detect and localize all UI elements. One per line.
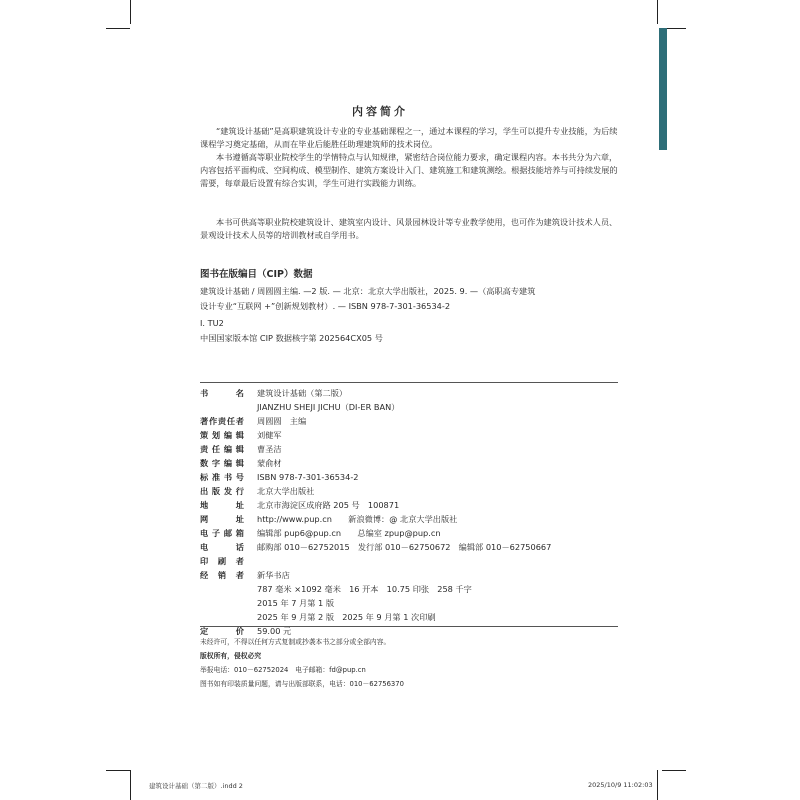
row-label: 数字编辑 [200, 458, 244, 468]
row-value: 787 毫米 ×1092 毫米 16 开本 10.75 印张 258 千字 [257, 584, 472, 594]
divider [200, 382, 618, 383]
crop-mark [130, 0, 131, 24]
row-value: 邮购部 010－62752015 发行部 010－62750672 编辑部 010－62750667 [257, 542, 552, 552]
crop-mark [657, 770, 658, 800]
cip-line: 设计专业“互联网 +”创新规划教材）. — ISBN 978-7-301-36534-2 [200, 301, 451, 311]
row-value: 刘健军 [257, 430, 282, 440]
footer-file: 建筑设计基础（第二版）.indd 2 [149, 782, 243, 790]
row-label: 经销者 [200, 570, 244, 580]
row-label: 著作责任者 [200, 416, 244, 426]
row-label: 网址 [200, 514, 244, 524]
row-value: 蒙俞材 [257, 458, 282, 468]
notice-line: 未经许可，不得以任何方式复制或抄袭本书之部分或全部内容。 [200, 638, 391, 646]
cip-heading: 图书在版编目（CIP）数据 [200, 269, 313, 280]
intro-paragraph: 本书遵循高等职业院校学生的学情特点与认知规律，紧密结合岗位能力要求，确定课程内容。本书共分为六章，内容包括平面构成、空间构成、模型制作、建筑方案设计入门、建筑施工和建筑测绘。根据技能培养与可持续发展的需要，每章最后设置有综合实训，学生可进行实践能力训练。 [200, 152, 618, 188]
row-value: JIANZHU SHEJI JICHU（DI-ER BAN） [257, 402, 400, 412]
notice-line: 图书如有印装质量问题，请与出版部联系，电话：010－62756370 [200, 680, 404, 688]
row-value: 2015 年 7 月第 1 版 [257, 598, 335, 608]
crop-mark [106, 28, 130, 29]
row-label: 策划编辑 [200, 430, 244, 440]
row-label: 书名 [200, 388, 244, 398]
notice-line: 版权所有，侵权必究 [200, 652, 262, 660]
row-label: 电话 [200, 542, 244, 552]
row-value: 2025 年 9 月第 2 版 2025 年 9 月第 1 次印刷 [257, 612, 436, 622]
row-label: 责任编辑 [200, 444, 244, 454]
intro-paragraph: “建筑设计基础”是高职建筑设计专业的专业基础课程之一，通过本课程的学习，学生可以提升专业技能，为后续课程学习奠定基础，从而在毕业后能胜任助理建筑师的技术岗位。 [200, 126, 618, 149]
crop-mark [106, 770, 130, 771]
cip-record: 中国国家版本馆 CIP 数据核字第 202564CX05 号 [200, 333, 383, 343]
row-value: 北京市海淀区成府路 205 号 100871 [257, 500, 400, 510]
row-label: 定价 [200, 626, 244, 636]
cip-line: 建筑设计基础 / 周圆圆主编. —2 版. — 北京：北京大学出版社，2025. 9. —（高职高专建筑 [200, 286, 536, 296]
row-value: 曹圣洁 [257, 444, 282, 454]
cip-classification: Ⅰ. TU2 [200, 318, 224, 328]
notice-line: 举报电话：010－62752024 电子邮箱：fd@pup.cn [200, 666, 366, 674]
row-label: 出版发行 [200, 486, 244, 496]
row-value: 周圆圆 主编 [257, 416, 307, 426]
crop-mark [662, 770, 686, 771]
edge-tab [659, 28, 667, 150]
row-value: 北京大学出版社 [257, 486, 315, 496]
row-value: 编辑部 pup6@pup.cn 总编室 zpup@pup.cn [257, 528, 441, 538]
intro-paragraph: 本书可供高等职业院校建筑设计、建筑室内设计、风景园林设计等专业教学使用，也可作为建筑设计技术人员、景观设计技术人员等的培训教材或自学用书。 [200, 217, 618, 240]
divider [200, 626, 618, 627]
row-value: ISBN 978-7-301-36534-2 [257, 472, 359, 482]
row-value: 59.00 元 [257, 626, 292, 636]
crop-mark [657, 0, 658, 24]
row-label: 地址 [200, 500, 244, 510]
row-value: 建筑设计基础（第二版） [257, 388, 348, 398]
footer-timestamp: 2025/10/9 11:02:03 [588, 781, 653, 789]
row-value: http://www.pup.cn 新浪微博：@ 北京大学出版社 [257, 514, 458, 524]
row-label: 标准书号 [200, 472, 244, 482]
intro-title: 内容简介 [352, 105, 408, 118]
row-value: 新华书店 [257, 570, 290, 580]
crop-mark [130, 770, 131, 800]
row-label: 电子邮箱 [200, 528, 244, 538]
row-label: 印刷者 [200, 556, 244, 566]
